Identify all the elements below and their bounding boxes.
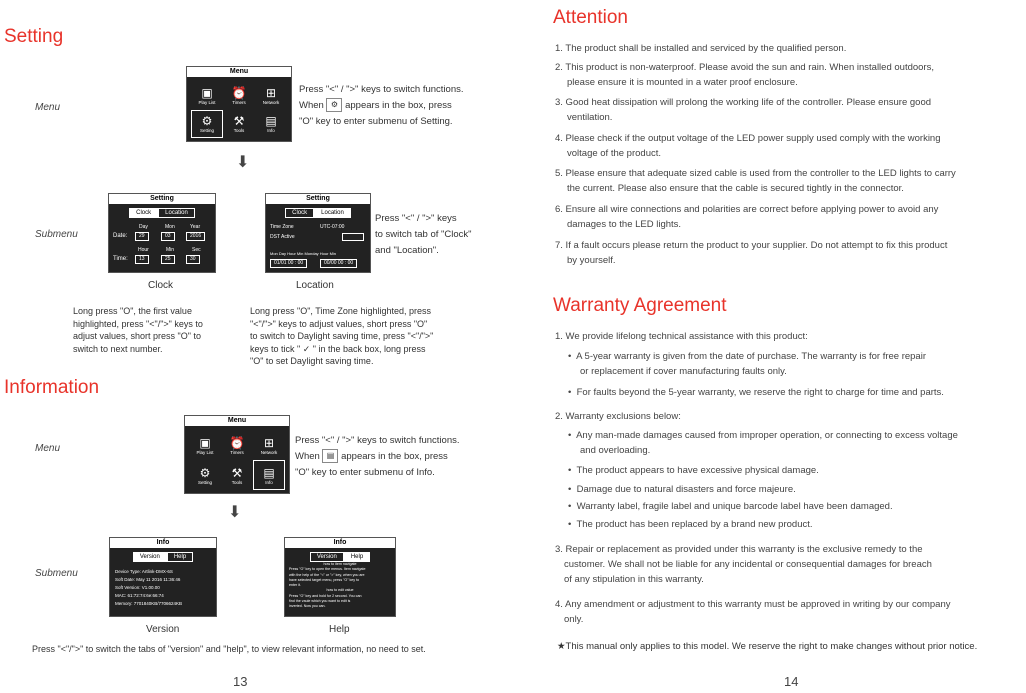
menu-item-tools: ⚒ Tools — [233, 114, 245, 134]
dst-checkbox — [342, 233, 364, 241]
sec-value: 30 — [186, 255, 200, 264]
dst-end-value: 00/00 00 : 00 — [320, 259, 357, 268]
clock-description: Long press "O", the first value highlighted, press "<"/">" keys to adjust values, short press "O" to switch to next number. — [73, 306, 203, 354]
tab-location: Location — [158, 208, 195, 218]
info-menu-screen — [184, 415, 290, 494]
info-icon: ▤ — [322, 449, 338, 463]
setting-menu-instructions: Press "<" / ">" keys to switch functions. When ⚙ appears in the box, press "O" key to enter submenu of Setting. — [299, 84, 464, 127]
screen-title: Info — [110, 538, 216, 549]
location-screen — [265, 193, 371, 273]
year-value: 2016 — [186, 232, 205, 241]
page-number-14: 14 — [784, 674, 799, 689]
dst-start-value: 01/01 00 : 00 — [270, 259, 307, 268]
gear-icon: ⚙ — [199, 465, 211, 480]
gear-icon: ⚙ — [201, 114, 213, 129]
info-description: Press "<"/">" to switch the tabs of "version" and "help", to view relevant information, no need to set. — [32, 644, 426, 654]
menu-item-tools: ⚒ Tools — [231, 465, 243, 485]
help-caption: Help — [329, 624, 350, 635]
attention-item-6: 6. Ensure all wire connections and polarities are correct before applying power to avoid any damages to the LED lights. — [555, 204, 939, 230]
time-zone-label: Time Zone — [270, 224, 294, 230]
page-number-13: 13 — [233, 674, 248, 689]
menu-item-timers: ⏰ Timers — [229, 435, 245, 455]
warranty-title: Warranty Agreement — [553, 295, 727, 316]
menu-item-play-list: ▣ Play List — [196, 435, 214, 455]
hour-value: 13 — [135, 255, 149, 264]
attention-item-4: 4. Please check if the output voltage of the LED power supply used comply with the working voltage of the product. — [555, 133, 941, 159]
mon-header: Mon — [165, 224, 175, 230]
clock-screen — [108, 193, 216, 273]
year-header: Year — [190, 224, 201, 230]
tab-version: Version — [133, 552, 167, 562]
gear-icon: ⚙ — [326, 98, 342, 112]
date-label: Date: — [113, 233, 128, 239]
tab-help: Help — [344, 552, 370, 562]
min-value: 25 — [161, 255, 175, 264]
menu-item-setting: ⚙ Setting — [197, 465, 212, 485]
tools-icon: ⚒ — [233, 114, 245, 129]
setting-title: Setting — [4, 26, 64, 47]
warranty-item-1: 1. We provide lifelong technical assistance with this product: — [555, 331, 808, 342]
time-label: Time: — [113, 256, 128, 262]
screen-title: Setting — [109, 194, 215, 205]
network-icon: ⊞ — [263, 435, 275, 450]
attention-item-3: 3. Good heat dissipation will prolong the working life of the controller. Please ensure good ventilation. — [555, 97, 932, 123]
play-list-icon: ▣ — [201, 85, 213, 100]
sec-header: Sec — [192, 247, 201, 253]
version-info: Device Type: Artlink-DMX-6S Soft Date: May 11 2016 11:36:46 Soft Version: V1.00.00 MAC: 61:72:74:6e:66:74 Memory: 7701840KB/7706624KB — [115, 569, 183, 606]
help-screen — [284, 537, 396, 617]
min-header: Min — [166, 247, 175, 253]
menu-item-timers: ⏰ Timers — [231, 85, 247, 105]
screen-title: Info — [285, 538, 395, 549]
version-screen — [109, 537, 217, 617]
menu-label: Menu — [35, 102, 61, 113]
menu-item-setting: ⚙ Setting — [191, 110, 223, 139]
menu-item-network: ⊞ Network — [260, 435, 278, 455]
help-info: how to item navigate Press "O" key to open the menus. Item navigate with the help of the "<" or ">" key, when you are have selected target menu, press "O" key to enter it. how to edit value Press "O" key and hold for 2 second. You can find the vaule which you want to edit is inverted. Now you can. — [289, 562, 366, 609]
tab-version: Version — [310, 552, 344, 562]
version-caption: Version — [146, 624, 180, 635]
location-description: Long press "O", Time Zone highlighted, press "<"/">" keys to adjust values, short press "O" to switch to Daylight saving time, press "<"/">" keys to tick " ✓ " in the back box, long press "O" to set Daylight saving time. — [250, 306, 434, 366]
warranty-bullet: • Any man-made damages caused from improper operation, or connecting to excess voltage and overloading. — [568, 430, 958, 456]
warranty-item-3: 3. Repair or replacement as provided under this warranty is the exclusive remedy to the customer. We shall not be liable for any incidental or consequential damages for breach of any stipulation in this warranty. — [555, 544, 932, 585]
tab-location: Location — [314, 208, 351, 218]
attention-item-1: 1. The product shall be installed and serviced by the qualified person. — [555, 43, 847, 54]
warranty-bullet: • Damage due to natural disasters and force majeure. — [568, 484, 796, 495]
down-arrow-icon: ⬇ — [236, 154, 250, 171]
play-list-icon: ▣ — [199, 435, 211, 450]
menu-item-info: ▤ Info — [265, 114, 277, 134]
attention-item-2: 2. This product is non-waterproof. Please avoid the sun and rain. When installed outdoors, please ensure it is mounted in a water proof enclosure. — [555, 62, 934, 88]
location-caption: Location — [296, 280, 334, 291]
menu-item-play-list: ▣ Play List — [198, 85, 216, 105]
screen-title: Setting — [266, 194, 370, 205]
warranty-bullet: • Warranty label, fragile label and unique barcode label have been damaged. — [568, 501, 893, 512]
submenu-label: Submenu — [35, 568, 78, 579]
tab-clock: Clock — [285, 208, 314, 218]
info-icon: ▤ — [265, 114, 277, 129]
info-menu-instructions: Press "<" / ">" keys to switch functions. When ▤ appears in the box, press "O" key to enter submenu of Info. — [295, 435, 460, 478]
warranty-bullet: • For faults beyond the 5-year warranty, we reserve the right to charge for time and parts. — [568, 387, 944, 398]
warranty-bullet: • A 5-year warranty is given from the date of purchase. The warranty is for free repair or replacement if cover manufacturing faults only. — [568, 351, 926, 377]
menu-item-info: ▤ Info — [253, 460, 285, 490]
menu-label: Menu — [35, 443, 61, 454]
warranty-bullet: • The product appears to have excessive physical damage. — [568, 465, 819, 476]
manual-note: ★This manual only applies to this model. We reserve the right to make changes without prior notice. — [557, 641, 978, 652]
tools-icon: ⚒ — [231, 465, 243, 480]
screen-title: Menu — [185, 416, 289, 427]
screen-title: Menu — [187, 67, 291, 78]
time-zone-value: UTC-07:00 — [320, 224, 345, 230]
tab-help: Help — [167, 552, 193, 562]
attention-item-5: 5. Please ensure that adequate sized cable is used from the controller to the LED lights to carry the current. Please also ensure that the cable is secured tightly in the connector. — [555, 168, 956, 194]
warranty-item-4: 4. Any amendment or adjustment to this warranty must be approved in writing by our company only. — [555, 599, 951, 625]
clock-caption: Clock — [148, 280, 174, 291]
down-arrow-icon: ⬇ — [228, 504, 242, 521]
day-value: 29 — [135, 232, 149, 241]
dst-label: DST Active — [270, 234, 295, 240]
tab-clock: Clock — [129, 208, 158, 218]
timer-icon: ⏰ — [229, 435, 245, 450]
submenu-label: Submenu — [35, 229, 78, 240]
attention-title: Attention — [553, 7, 628, 28]
mon-value: 03 — [161, 232, 175, 241]
warranty-bullet: • The product has been replaced by a brand new product. — [568, 519, 813, 530]
hour-header: Hour — [138, 247, 149, 253]
dst-header: Mon Day Hour Min Monday Hour Min — [270, 251, 337, 256]
attention-item-7: 7. If a fault occurs please return the product to your supplier. Do not attempt to fix this product by yourself. — [555, 240, 948, 266]
day-header: Day — [139, 224, 148, 230]
warranty-item-2: 2. Warranty exclusions below: — [555, 411, 681, 422]
location-instructions: Press "<" / ">" keys to switch tab of "Clock" and "Location". — [375, 213, 472, 256]
network-icon: ⊞ — [265, 85, 277, 100]
timer-icon: ⏰ — [231, 85, 247, 100]
info-icon: ▤ — [263, 465, 275, 480]
setting-menu-screen — [186, 66, 292, 142]
information-title: Information — [4, 377, 100, 398]
menu-item-network: ⊞ Network — [262, 85, 280, 105]
